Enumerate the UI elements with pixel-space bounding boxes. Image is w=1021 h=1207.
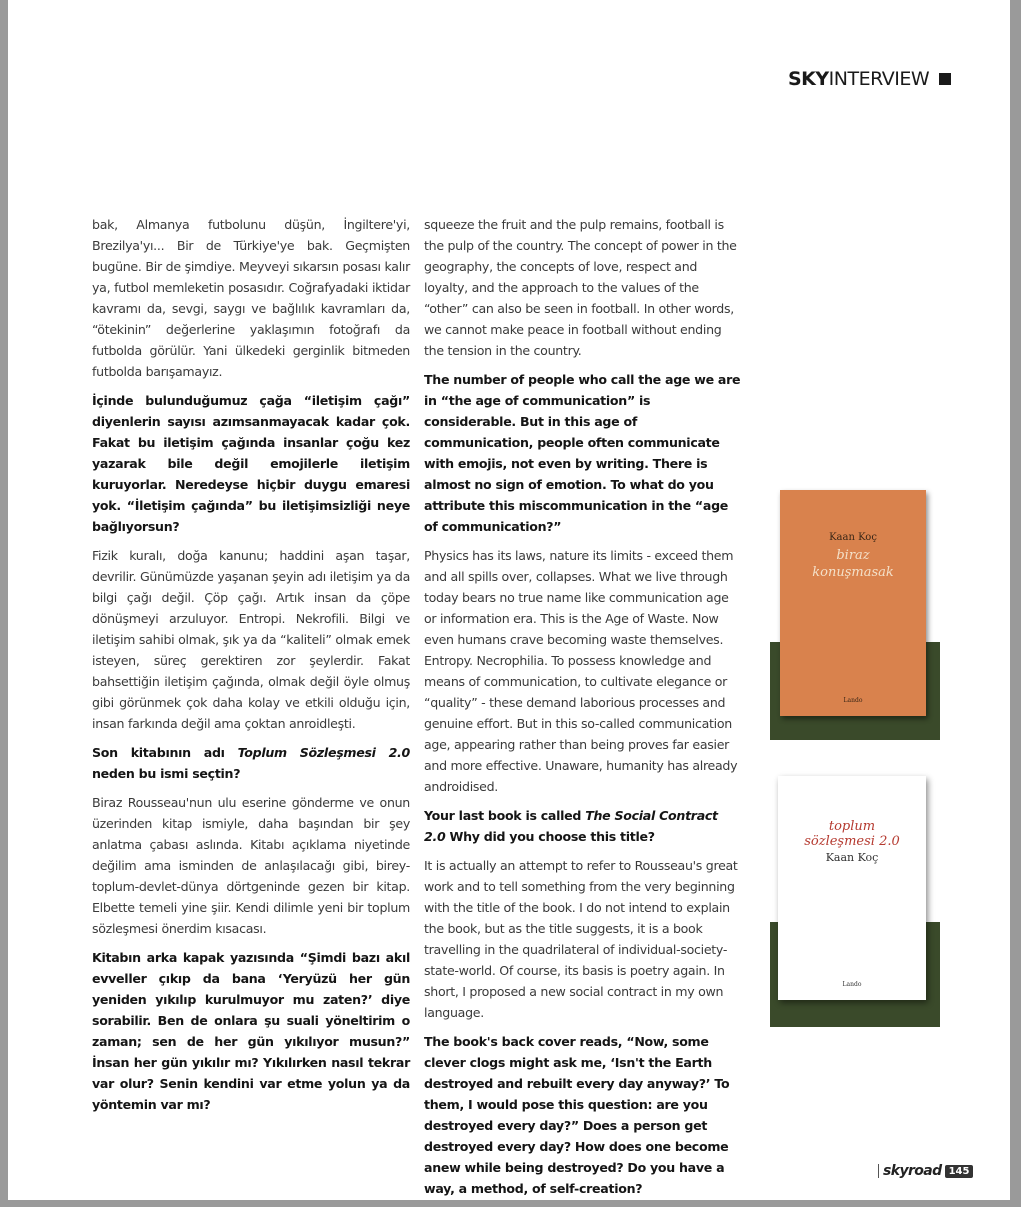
en-question-1: The number of people who call the age we are in “the age of communication” is considerable. But in this age of communication, people often communicate with emojis, not even by writing. There is almost no sign of emotion. To what do you attribute this miscommunication in the “age of communication?”: [424, 372, 741, 534]
magazine-page: [8, 0, 1010, 1200]
book1-title: [780, 547, 926, 581]
en-answer-1: squeeze the fruit and the pulp remains, football is the pulp of the country. The concept of power in the geography, the concepts of love, respect and loyalty, and the approach to the values of the “other” can also be seen in football. In other words, we cannot make peace in football without ending the tension in the country.: [424, 217, 737, 358]
english-column: [424, 214, 742, 1207]
en-q2-pre: Your last book is called: [424, 808, 586, 823]
book2-title: [778, 819, 926, 849]
book2-author: Kaan Koç: [825, 851, 879, 864]
en-answer-2: Physics has its laws, nature its limits - exceed them and all spills over, collapses. What we live through today bears no true name like communication age or information era. This is the Age of Waste. Now even humans crave becoming waste themselves. Entropy. Necrophilia. To possess knowledge and means of communication, to cultivate elegance or “quality” - these demand laborious processes and genuine effort. But in this so-called communication age, appearing rather than being proves far easier and more effective. Unaware, humanity has already androidised.: [424, 548, 738, 794]
tr-answer-3: Biraz Rousseau'nun ulu eserine gönderme ve onun üzerinden kitap ismiyle, daha başından bir şey anlatma çabası aslında. Kitabı açıklama niyetinde değilim ama isminden de anlaşılacağı gibi, birey-toplum-devlet-dünya dörtgeninde gezen bir kitap. Elbette temeli yine şiir. Kendi dilimle yeni bir toplum sözleşmesi önerdim kısacası.: [92, 795, 410, 936]
book2-title-line1: toplum: [828, 819, 876, 834]
book2-title-line2: sözleşmesi 2.0: [804, 834, 900, 849]
tr-q2-book-title: Toplum Sözleşmesi 2.0: [237, 745, 411, 760]
divider: [878, 1164, 879, 1178]
en-q2-post: Why did you choose this title?: [445, 829, 655, 844]
turkish-column: [92, 214, 410, 1123]
tr-question-1: İçinde bulunduğumuz çağa “iletişim çağı” diyenlerin sayısı azımsanmayacak kadar çok. Fakat bu iletişim çağında insanlar çoğu kez yazarak bile değil emojilerle iletişim kuruyorlar. Neredeyse hiçbir duygu emaresi yok. “İletişim çağında” bu iletişimsizliği neye bağlıyorsun?: [92, 393, 410, 534]
page-number: 145: [945, 1165, 974, 1178]
book1-title-line2: konuşmasak: [812, 565, 894, 580]
en-question-3: The book's back cover reads, “Now, some clever clogs might ask me, ‘Isn't the Earth destroyed and rebuilt every day anyway?’ To them, I would pose this question: are you destroyed every day?” Does a person get destroyed every day? How does one become anew while being destroyed? Do you have a way, a method, of self-creation?: [424, 1034, 730, 1196]
book1-title-line1: biraz: [836, 548, 870, 563]
en-q2-book-title: The Social Contract 2.0: [424, 808, 718, 844]
brand-logo: skyroad: [883, 1163, 942, 1179]
book1-publisher: Lando: [843, 697, 863, 704]
tr-q2-post: neden bu ismi seçtin?: [92, 766, 241, 781]
section-header-rest: INTERVIEW: [828, 68, 930, 90]
tr-question-3: Kitabın arka kapak yazısında “Şimdi bazı akıl evveller çıkıp da bana ‘Yeryüzü her gün yeniden yıkılıp kurulmuyor mu zaten?’ diye sorabilir. Ben de onlara şu suali yöneltirim o zaman; sen de her gün yıkılıyor musun?” İnsan her gün yıkılır mı? Yıkılırken nasıl tekrar var olur? Senin kendini var etme yolun ya da yöntemin var mı?: [92, 950, 410, 1112]
tr-q2-pre: Son kitabının adı: [92, 745, 238, 760]
square-icon: [939, 73, 951, 85]
book-cover-biraz-konusmasak: [780, 490, 926, 716]
book1-author: Kaan Koç: [829, 532, 877, 543]
tr-answer-1: bak, Almanya futbolunu düşün, İngiltere'yi, Brezilya'yı... Bir de Türkiye'ye bak. Geçmişten bugüne. Bir de şimdiye. Meyveyi sıkarsın posası kalır ya, futbol memleketin posasıdır. Coğrafyadaki iktidar kavramı da, sevgi, saygı ve bağlılık kavramları da, “ötekinin” değerlerine yaklaşımın fotoğrafı da futbolda görülür. Yani ülkedeki gerginlik bitmeden futbolda barışamayız.: [92, 217, 410, 379]
tr-question-2: [92, 742, 410, 784]
tr-answer-2: Fizik kuralı, doğa kanunu; haddini aşan taşar, devrilir. Günümüzde yaşanan şeyin adı iletişim ya da bilgi çağı değil. Çöp çağı. Artık insan da çöpe dönüşmeyi arzuluyor. Entropi. Nekrofili. Bilgi ve iletişim sahibi olmak, şık ya da “kaliteli” olmak emek isteyen, süreç gerektiren zor şeylerdir. Fakat bahsettiğin iletişim çağında, olmak değil öyle olmuş gibi görünmek çok daha kolay ve etkili olduğu için, insan farkında değil ama çoktan anroidleşti.: [92, 548, 410, 731]
book-cover-toplum-sozlesmesi: [778, 776, 926, 1000]
page-footer: [878, 1163, 973, 1179]
section-header: [788, 68, 951, 90]
en-answer-3: It is actually an attempt to refer to Rousseau's great work and to tell something from the very beginning with the title of the book. I do not intend to explain the book, but as the title suggests, it is a book travelling in the quadrilateral of individual-society-state-world. Of course, its basis is poetry again. In short, I proposed a new social contract in my own language.: [424, 858, 738, 1020]
en-question-2: [424, 805, 742, 847]
section-header-bold: SKY: [788, 68, 829, 90]
book2-publisher: Lando: [842, 981, 862, 988]
